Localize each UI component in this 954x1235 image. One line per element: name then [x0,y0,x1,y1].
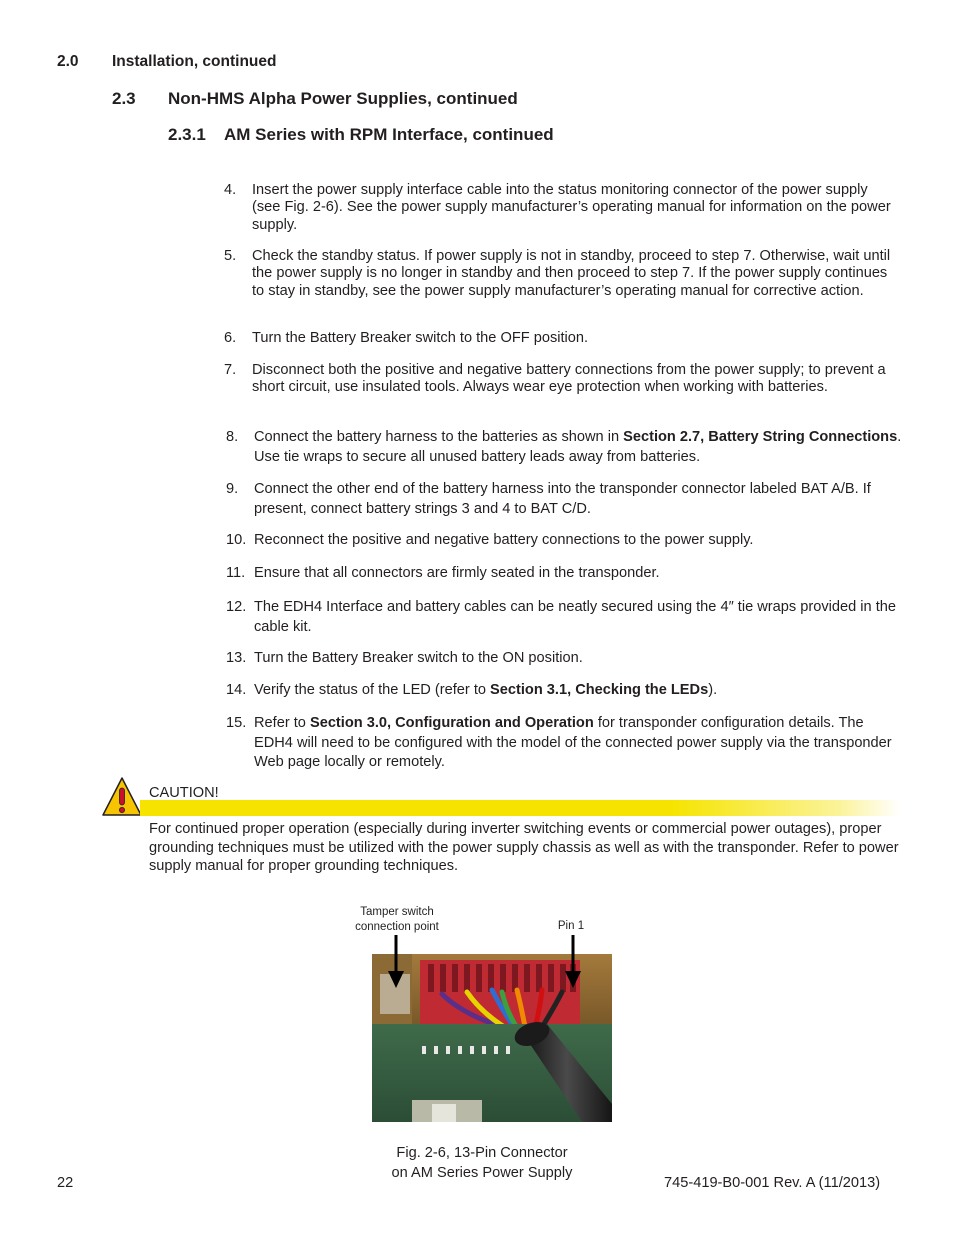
step-text: Turn the Battery Breaker switch to the ON position. [254,650,583,666]
step-text: Refer to [254,715,310,731]
step-number: 4. [224,182,237,198]
subsection-number: 2.3 [112,89,136,108]
section-reference: Section 3.1, Checking the LEDs [490,682,709,698]
arrow-down-icon [385,935,407,990]
step-number: 9. [226,481,239,497]
step-item [224,330,900,347]
step-item [226,714,902,773]
step-number: 14. [226,682,247,698]
step-text: Connect the other end of the battery harness into the transponder connector labeled BAT A/B. If present, connect battery strings 3 and 4 to BAT C/D. [254,481,871,517]
step-text: . Use tie wraps to secure all unused battery leads away from batteries. [254,429,902,465]
arrow-down-icon [562,935,584,990]
step-item [226,682,902,699]
caution-text: For continued proper operation (especially during inverter switching events or commercial power outages), proper grounding techniques must be utilized with the power supply chassis as well as with the transponder. Refer to power supply manual for proper grounding techniques. [149,821,899,875]
page-number: 22 [57,1175,74,1191]
step-item [224,362,900,397]
section-title: Installation, continued [112,53,277,70]
figure-caption: Fig. 2-6, 13-Pin Connector on AM Series Power Supply [391,1145,573,1181]
step-item [226,480,902,519]
step-number: 12. [226,599,247,615]
step-item [226,565,902,582]
step-number: 7. [224,362,237,378]
step-number: 13. [226,650,247,666]
step-text: Insert the power supply interface cable into the status monitoring connector of the power supply (see Fig. 2-6). See the power supply manufacturer’s operating manual for information on the power supply. [252,182,891,233]
step-number: 8. [226,429,239,445]
step-text: Disconnect both the positive and negative battery connections from the power supply; to prevent a short circuit, use insulated tools. Always wear eye protection when working with batteries. [252,362,886,396]
figure-label-tamper: Tamper switch connection point [355,906,439,933]
document-number: 745-419-B0-001 Rev. A (11/2013) [664,1175,881,1191]
section-number: 2.0 [57,53,79,70]
step-item [224,182,900,234]
caution-label: CAUTION! [149,785,219,801]
step-item [226,428,902,467]
caution-bar [140,800,900,816]
step-item [226,532,902,549]
figure-label-pin: Pin 1 [557,920,585,932]
section-reference: Section 2.7, Battery String Connections [623,429,898,445]
step-text: Turn the Battery Breaker switch to the OFF position. [252,330,589,346]
step-item [226,598,902,637]
step-item [226,650,902,667]
warning-icon [101,776,143,818]
subsection-title: Non-HMS Alpha Power Supplies, continued [168,89,518,108]
step-text: Check the standby status. If power supply is not in standby, proceed to step 7. Otherwise, wait until the power supply is no longer in standby and then proceed to step 7. If the power supply continues to stay in standby, see the power supply manufacturer’s operating manual for corrective action. [252,248,891,299]
subsubsection-title: AM Series with RPM Interface, continued [224,125,554,144]
section-reference: Section 3.0, Configuration and Operation [309,715,594,731]
step-text: Connect the battery harness to the batteries as shown in [254,429,624,445]
step-text: The EDH4 Interface and battery cables can be neatly secured using the 4″ tie wraps provided in the cable kit. [254,599,896,635]
step-text: Ensure that all connectors are firmly seated in the transponder. [254,565,660,581]
step-text: Verify the status of the LED (refer to [254,682,491,698]
step-text: ). [708,682,718,698]
step-number: 5. [224,248,237,264]
step-number: 10. [226,532,247,548]
step-item [224,248,900,300]
step-number: 6. [224,330,237,346]
step-number: 15. [226,715,247,731]
step-text: for transponder configuration details. The EDH4 will need to be configured with the model of the connected power supply via the transponder Web page locally or remotely. [254,715,892,770]
subsubsection-number: 2.3.1 [168,125,206,144]
step-number: 11. [226,565,246,581]
step-text: Reconnect the positive and negative battery connections to the power supply. [254,532,754,548]
